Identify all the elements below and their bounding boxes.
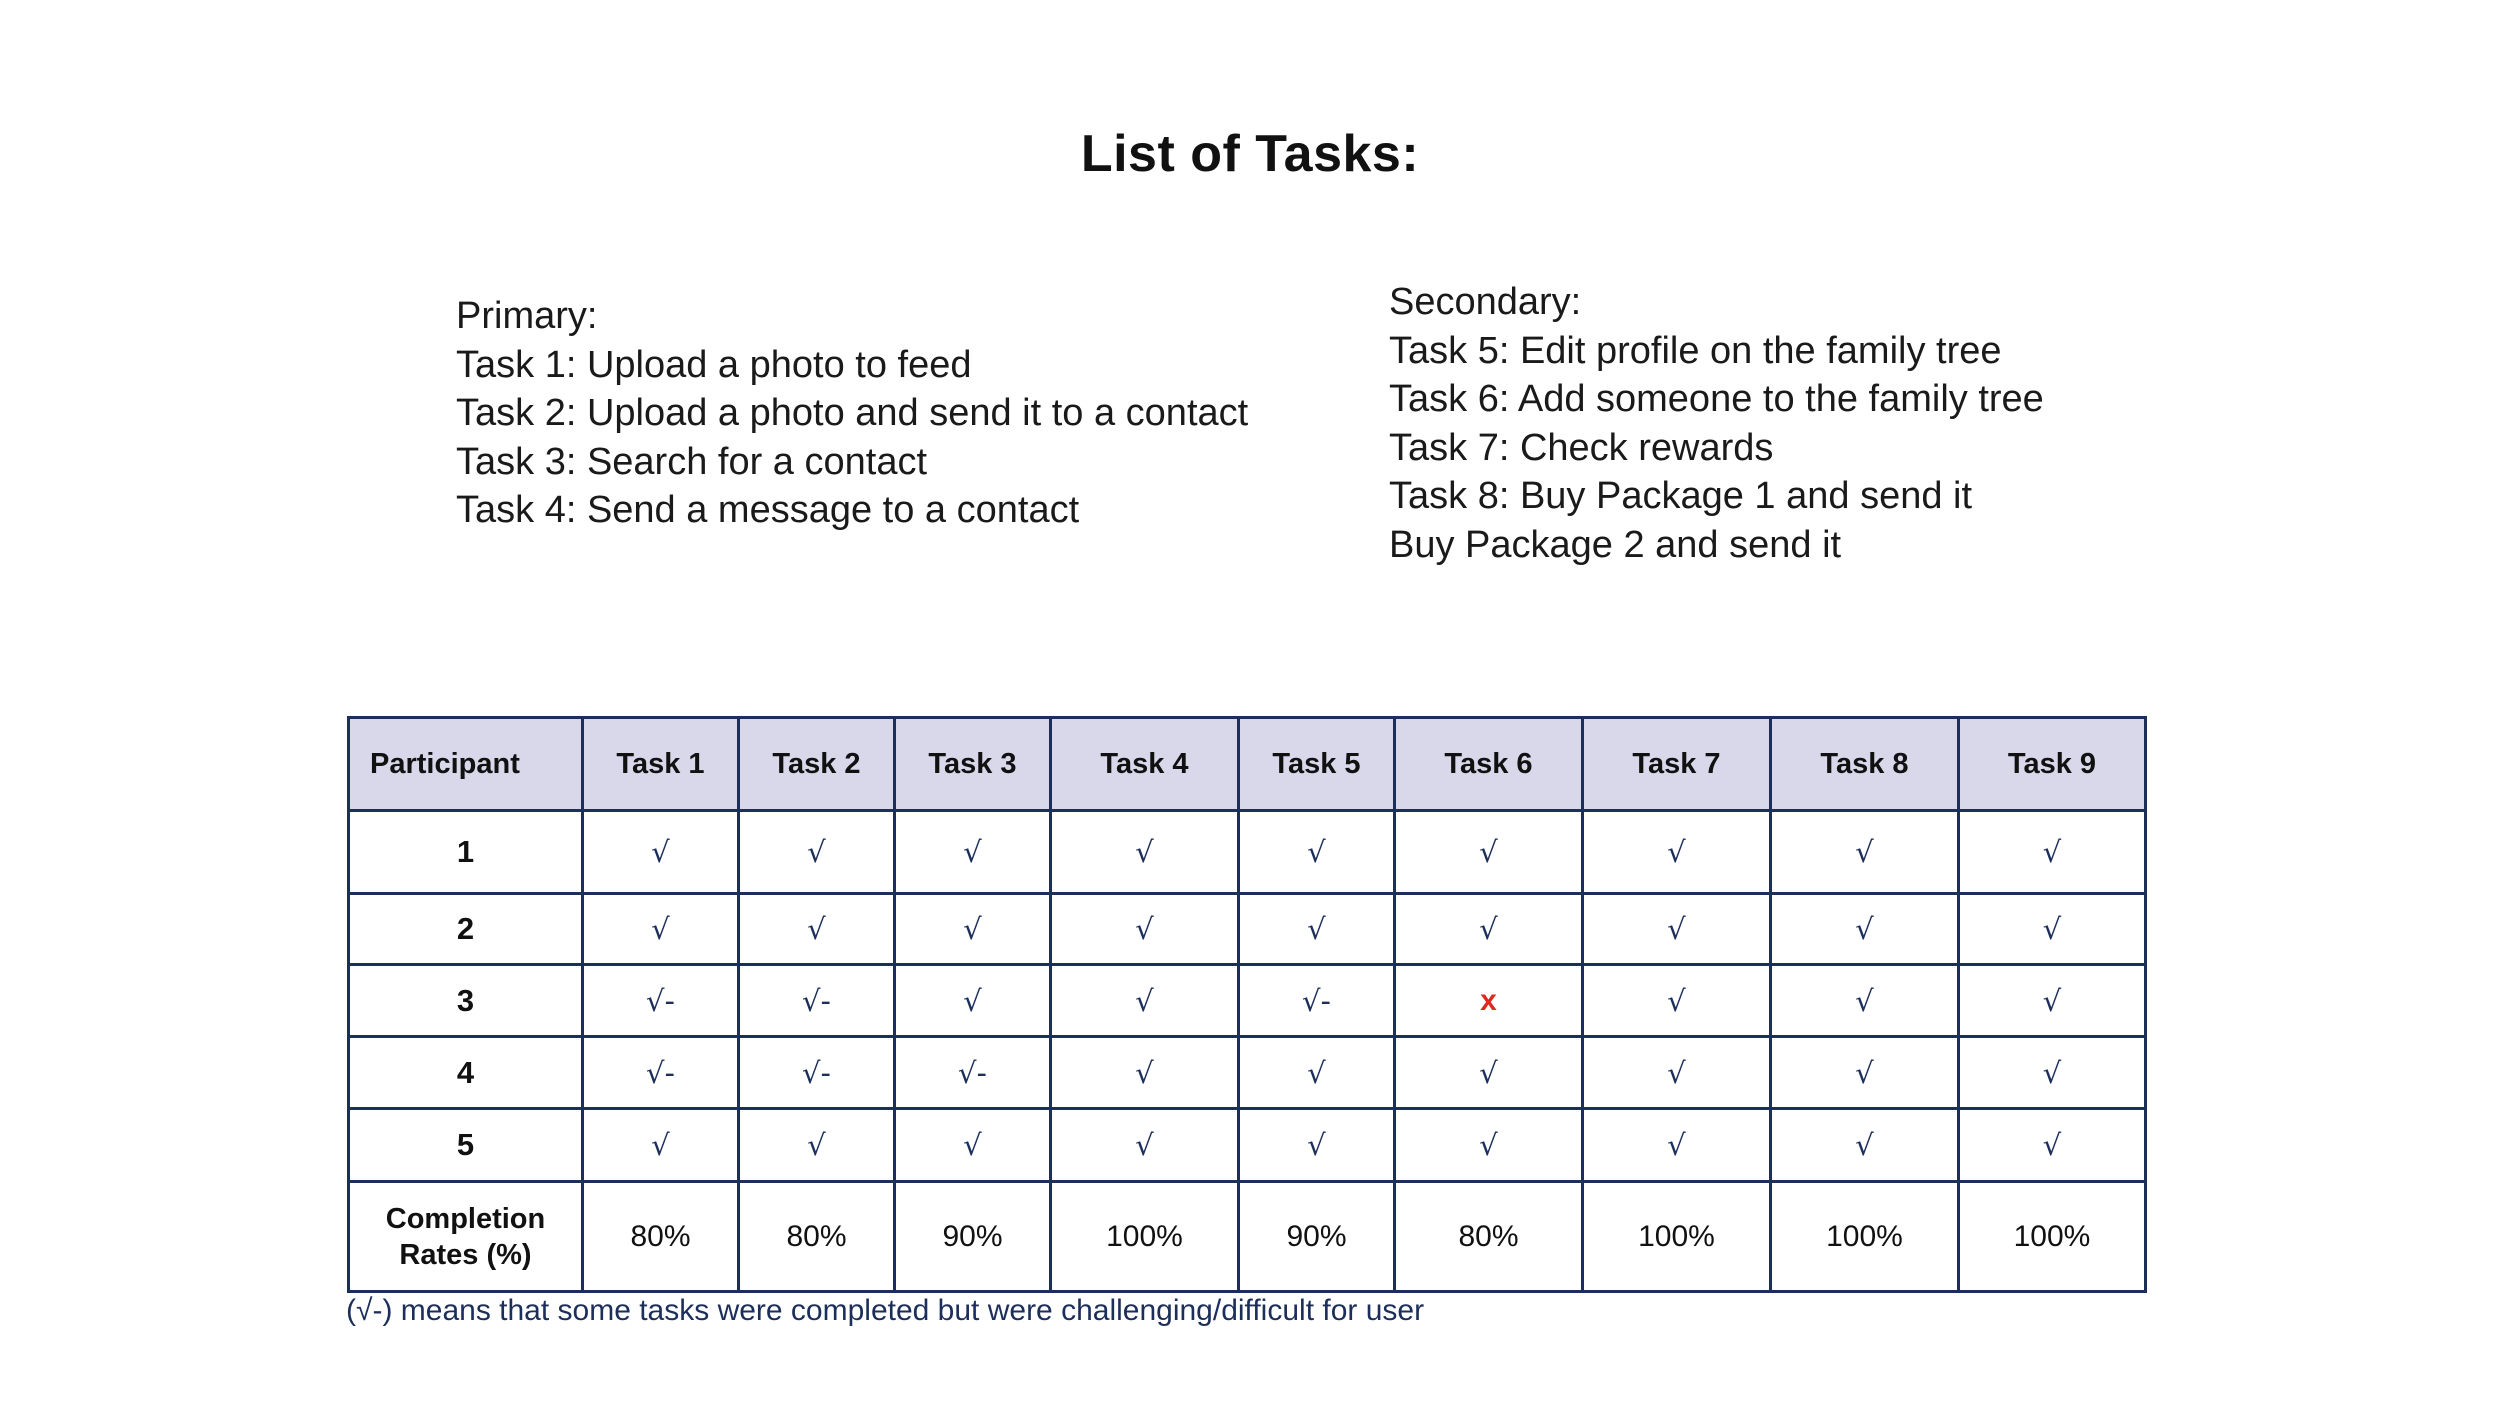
column-header-task: Task 4 <box>1051 718 1239 811</box>
result-cell: √ <box>1239 1037 1395 1109</box>
result-cell: √ <box>895 1109 1051 1182</box>
result-cell: √ <box>1771 811 1959 894</box>
result-cell: √ <box>1583 1109 1771 1182</box>
result-cell: √ <box>1771 965 1959 1037</box>
completion-rate-cell: 100% <box>1583 1182 1771 1292</box>
result-cell: √ <box>1959 965 2146 1037</box>
column-header-task: Task 1 <box>583 718 739 811</box>
secondary-task-item: Buy Package 2 and send it <box>1389 523 1842 566</box>
participant-cell: 4 <box>349 1037 583 1109</box>
primary-task-item: Task 2: Upload a photo and send it to a contact <box>456 392 1249 434</box>
result-cell: √- <box>739 965 895 1037</box>
column-header-task: Task 9 <box>1959 718 2146 811</box>
column-header-participant: Participant <box>349 718 583 811</box>
result-cell: √ <box>1239 894 1395 965</box>
result-cell: √ <box>1051 811 1239 894</box>
primary-task-list <box>456 292 1248 535</box>
secondary-task-list <box>1389 278 2044 569</box>
secondary-heading: Secondary: <box>1389 281 1582 323</box>
completion-rate-cell: 80% <box>1395 1182 1583 1292</box>
result-cell: √ <box>583 894 739 965</box>
completion-rate-cell: 90% <box>1239 1182 1395 1292</box>
participant-cell: 1 <box>349 811 583 894</box>
column-header-task: Task 8 <box>1771 718 1959 811</box>
result-cell: √ <box>1051 1109 1239 1182</box>
result-cell: √- <box>1239 965 1395 1037</box>
secondary-task-item: Task 5: Edit profile on the family tree <box>1389 329 2002 372</box>
result-cell: √ <box>739 811 895 894</box>
primary-heading: Primary: <box>456 295 598 337</box>
completion-rate-cell: 100% <box>1959 1182 2146 1292</box>
result-cell: √ <box>1051 1037 1239 1109</box>
result-cell: √ <box>1583 894 1771 965</box>
result-cell: √ <box>895 965 1051 1037</box>
result-cell: √ <box>895 894 1051 965</box>
table-footnote: (√-) means that some tasks were completed but were challenging/difficult for user <box>346 1294 1425 1327</box>
result-cell-failed: x <box>1395 965 1583 1037</box>
result-cell: √ <box>1395 1037 1583 1109</box>
primary-task-item: Task 4: Send a message to a contact <box>456 489 1080 531</box>
results-table <box>347 716 2147 1293</box>
completion-rates-label <box>349 1182 583 1292</box>
result-cell: √ <box>1959 1109 2146 1182</box>
completion-rate-cell: 90% <box>895 1182 1051 1292</box>
table-row <box>349 1109 2146 1182</box>
primary-task-item: Task 3: Search for a contact <box>456 440 928 483</box>
completion-rates-row <box>349 1182 2146 1292</box>
result-cell: √ <box>1051 894 1239 965</box>
result-cell: √ <box>1239 811 1395 894</box>
result-cell: √ <box>895 811 1051 894</box>
completion-label-line: Rates (%) <box>399 1238 532 1271</box>
table-row <box>349 811 2146 894</box>
result-cell: √ <box>1771 1037 1959 1109</box>
result-cell: √ <box>1771 1109 1959 1182</box>
secondary-task-item: Task 8: Buy Package 1 and send it <box>1389 475 1973 517</box>
table-header-row <box>349 718 2146 811</box>
column-header-task: Task 3 <box>895 718 1051 811</box>
result-cell: √ <box>1239 1109 1395 1182</box>
result-cell: √ <box>583 1109 739 1182</box>
secondary-task-item: Task 6: Add someone to the family tree <box>1389 378 2044 420</box>
completion-rate-cell: 100% <box>1771 1182 1959 1292</box>
result-cell: √ <box>1395 811 1583 894</box>
result-cell: √- <box>583 1037 739 1109</box>
column-header-task: Task 6 <box>1395 718 1583 811</box>
result-cell: √ <box>1395 1109 1583 1182</box>
primary-task-item: Task 1: Upload a photo to feed <box>456 343 972 386</box>
result-cell: √ <box>1959 811 2146 894</box>
result-cell: √- <box>739 1037 895 1109</box>
participant-cell: 3 <box>349 965 583 1037</box>
result-cell: √ <box>1395 894 1583 965</box>
column-header-task: Task 7 <box>1583 718 1771 811</box>
result-cell: √ <box>1051 965 1239 1037</box>
completion-rate-cell: 100% <box>1051 1182 1239 1292</box>
completion-rate-cell: 80% <box>739 1182 895 1292</box>
result-cell: √ <box>583 811 739 894</box>
result-cell: √ <box>739 1109 895 1182</box>
column-header-task: Task 2 <box>739 718 895 811</box>
completion-rate-cell: 80% <box>583 1182 739 1292</box>
result-cell: √ <box>1583 1037 1771 1109</box>
page-title: List of Tasks: <box>1080 125 1420 183</box>
column-header-task: Task 5 <box>1239 718 1395 811</box>
result-cell: √ <box>1959 894 2146 965</box>
table-row <box>349 965 2146 1037</box>
participant-cell: 5 <box>349 1109 583 1182</box>
result-cell: √- <box>583 965 739 1037</box>
result-cell: √ <box>1771 894 1959 965</box>
result-cell: √ <box>1583 965 1771 1037</box>
result-cell: √ <box>1959 1037 2146 1109</box>
result-cell: √- <box>895 1037 1051 1109</box>
table-row <box>349 894 2146 965</box>
table-row <box>349 1037 2146 1109</box>
participant-cell: 2 <box>349 894 583 965</box>
result-cell: √ <box>739 894 895 965</box>
secondary-task-item: Task 7: Check rewards <box>1389 426 1774 469</box>
result-cell: √ <box>1583 811 1771 894</box>
completion-label-line: Completion <box>385 1202 546 1235</box>
